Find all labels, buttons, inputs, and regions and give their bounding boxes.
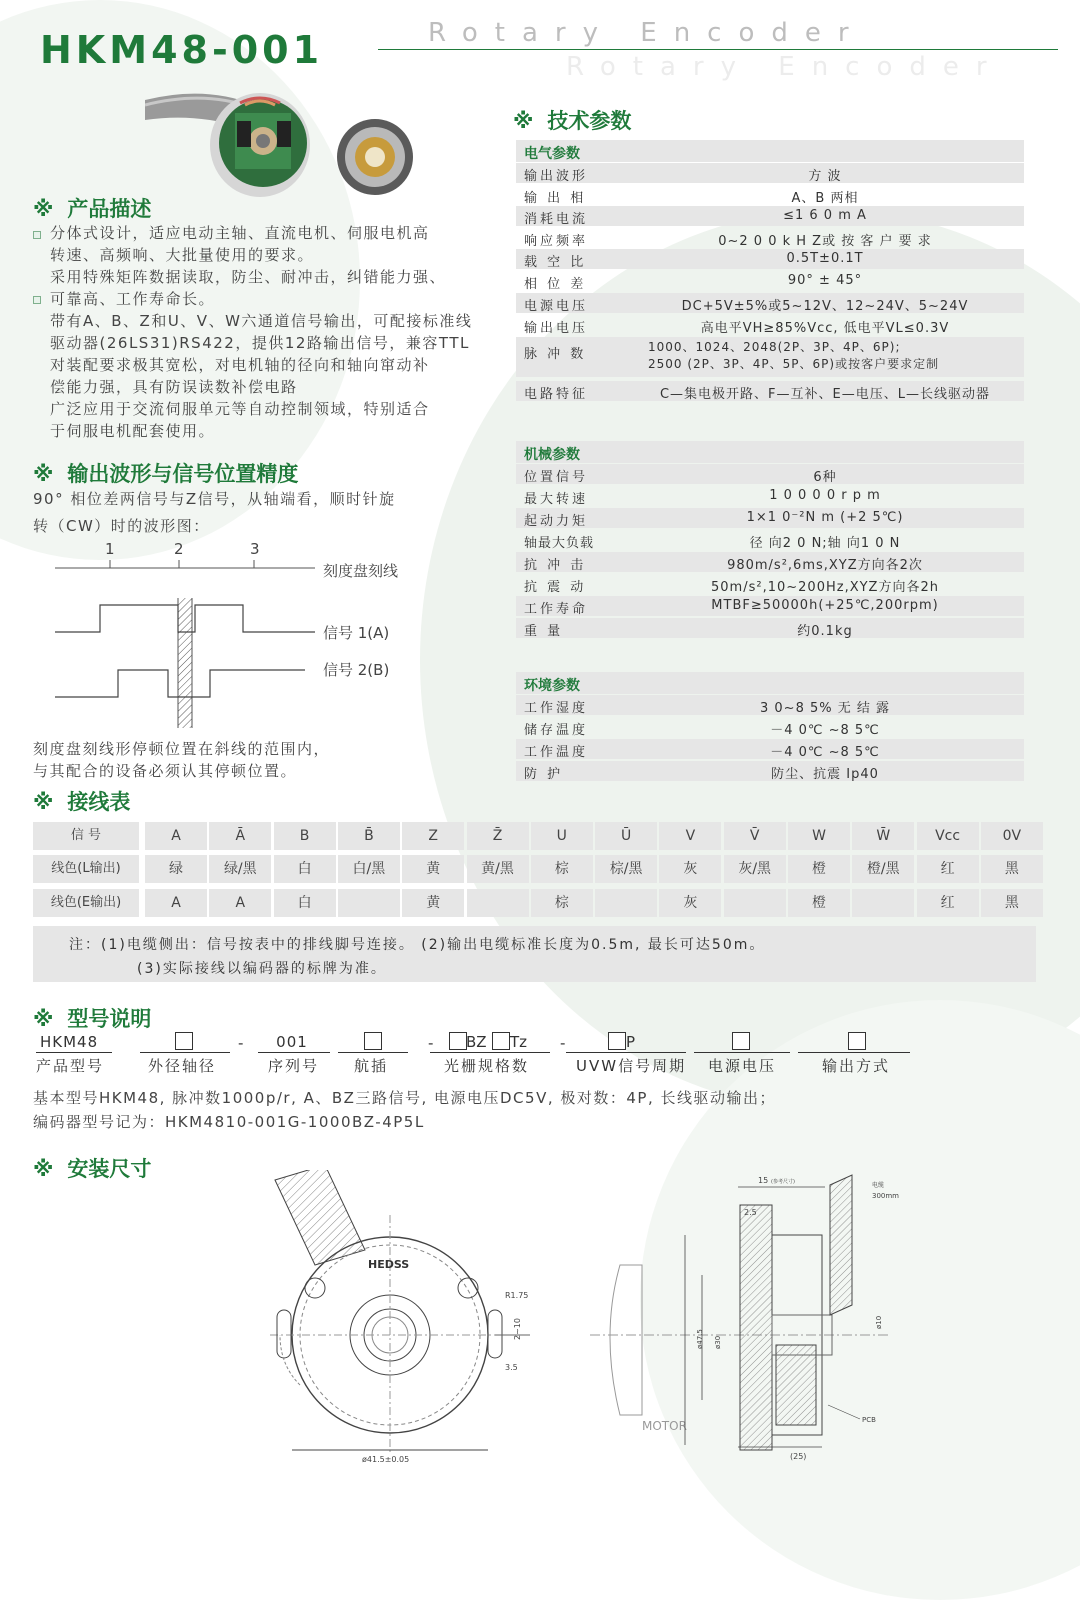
wiring-cell: 红 xyxy=(917,855,979,883)
model-underline xyxy=(430,1052,550,1053)
wiring-cell: 绿 xyxy=(145,855,207,883)
model-label: UVW信号周期 xyxy=(576,1057,687,1075)
dim-47-5: ø47.5 xyxy=(696,1329,704,1349)
wiring-cell: A xyxy=(209,889,271,917)
model-label: 外径轴径 xyxy=(148,1057,217,1075)
wiring-cell: 橙 xyxy=(788,855,850,883)
wiring-cell: U xyxy=(531,822,593,850)
header-subtitle: Rotary Encoder xyxy=(428,18,866,48)
reference-mark-icon: ※ xyxy=(33,462,54,486)
wiring-cell: 橙/黑 xyxy=(852,855,914,883)
model-label: 产品型号 xyxy=(36,1057,105,1075)
wiring-note-line-2: (3)实际接线以编码器的标牌为准。 xyxy=(137,961,387,977)
pulse-count-line-2: 2500 (2P、3P、4P、5P、6P)或按客户要求定制 xyxy=(648,357,940,371)
param-row: 电源电压 DC+5V±5%或5~12V、12~24V、5~24V xyxy=(516,293,1024,313)
wiring-cell: W̄ xyxy=(852,822,914,850)
environment-header: 环境参数 xyxy=(516,672,1024,694)
header-rule xyxy=(378,49,1058,50)
model-box-grating xyxy=(449,1032,467,1050)
wiring-row-label: 线色(E输出) xyxy=(33,889,139,917)
wiring-cell xyxy=(595,889,657,917)
waveform-intro: 90° 相位差两信号与Z信号，从轴端看，顺时针旋 转（CW）时的波形图： xyxy=(33,490,396,535)
waveform-diagram xyxy=(50,535,430,735)
wiring-cell xyxy=(852,889,914,917)
label-signal-b: 信号 2(B) xyxy=(323,661,390,679)
wiring-cell: B̄ xyxy=(338,822,400,850)
tech-heading: ※ 技术参数 xyxy=(513,109,632,133)
wiring-cell: 黄/黑 xyxy=(467,855,529,883)
param-row: 工作寿命 MTBF≥50000h(+25℃,200rpm) xyxy=(516,596,1024,616)
product-title: HKM48-001 xyxy=(40,28,324,72)
wiring-cell: 黑 xyxy=(981,855,1043,883)
wiring-cell: W xyxy=(788,822,850,850)
model-dash: - xyxy=(238,1034,246,1052)
dim-30: ø30 xyxy=(714,1335,722,1349)
dim-cable: 电缆 xyxy=(872,1182,885,1189)
wiring-cell: 红 xyxy=(917,889,979,917)
wiring-cell: Z̄ xyxy=(467,822,529,850)
wiring-cell: 灰 xyxy=(659,855,721,883)
param-row: 储存温度 －4 0℃ ~8 5℃ xyxy=(524,723,880,738)
param-row: 起动力矩 1×1 0⁻²N m (+2 5℃) xyxy=(516,508,1024,528)
wiring-cell: 白 xyxy=(274,855,336,883)
tick-label-3: 3 xyxy=(250,540,260,558)
wiring-cell: 绿/黑 xyxy=(209,855,271,883)
param-row: 位置信号 6种 xyxy=(516,464,1024,484)
wiring-cell: Z xyxy=(402,822,464,850)
front-view-drawing xyxy=(250,1170,540,1470)
wiring-cell: 黄 xyxy=(402,889,464,917)
wiring-cell xyxy=(724,889,786,917)
model-box-diameter xyxy=(175,1032,193,1050)
wiring-cell xyxy=(467,889,529,917)
side-view-drawing xyxy=(590,1165,910,1470)
pcb-label: PCB xyxy=(862,1416,876,1424)
wiring-cell: 灰/黑 xyxy=(724,855,786,883)
dim-25: (25) xyxy=(790,1452,807,1461)
param-row: 消耗电流 ≤1 6 0 m A xyxy=(516,206,1024,226)
reference-mark-icon: ※ xyxy=(33,197,54,221)
model-series: 001 xyxy=(276,1033,308,1051)
label-signal-a: 信号 1(A) xyxy=(323,624,390,642)
param-row: 输出电压 高电平VH≥85%Vcc, 低电平VL≤0.3V xyxy=(524,321,950,336)
waveform-heading: ※ 输出波形与信号位置精度 xyxy=(33,462,299,486)
wiring-cell: V xyxy=(659,822,721,850)
product-description: 分体式设计，适应电动主轴、直流电机、伺服电机高 转速、高频响、大批量使用的要求。 采用特殊矩阵数据读取，防尘、耐冲击，纠错能力强、 可靠高、工作寿命长。 带有A、B、Z和U、V、W六通道信号输出，可配接标准线 驱动器(26LS31)RS422，提供12路输出信号，兼容TTL 对装配要求极其宽松，对电机轴的径向和轴向窜动补 偿能力强，具有防误读数补偿电路 广泛应用于交流伺服单元等自动控制领域，特别适合 于伺服电机配套使用。 xyxy=(50,224,473,440)
wiring-cell: B xyxy=(274,822,336,850)
dim-2-5: 2.5 xyxy=(744,1208,757,1217)
wiring-cell: 棕 xyxy=(531,855,593,883)
param-row: 输 出 相 A、B 两相 xyxy=(524,191,859,206)
wiring-cell: Ā xyxy=(209,822,271,850)
model-description: 基本型号HKM48, 脉冲数1000p/r, A、BZ三路信号, 电源电压DC5V, 极对数：4P, 长线驱动输出； 编码器型号记为：HKM4810-001G-1000BZ-4P5L xyxy=(33,1089,776,1131)
param-row: 载 空 比 0.5T±0.1T xyxy=(516,249,1024,269)
model-box-tz xyxy=(492,1032,510,1050)
wiring-cell: V̄ xyxy=(724,822,786,850)
model-underline xyxy=(140,1052,230,1053)
model-underline xyxy=(258,1052,330,1053)
label-scale: 刻度盘刻线 xyxy=(323,562,399,580)
dim-diameter: ø41.5±0.05 xyxy=(362,1455,410,1464)
model-label: 电源电压 xyxy=(708,1057,777,1075)
model-box-output xyxy=(848,1032,866,1050)
reference-mark-icon: ※ xyxy=(513,109,534,133)
pulse-count-line-1: 1000、1024、2048(2P、3P、4P、6P); xyxy=(648,340,901,354)
reference-mark-icon: ※ xyxy=(33,790,54,814)
model-label: 输出方式 xyxy=(822,1057,891,1075)
model-suffix-bz: BZ xyxy=(466,1033,487,1051)
model-label: 光栅规格数 xyxy=(444,1057,530,1075)
wiring-cell: 棕 xyxy=(531,889,593,917)
product-heading: ※ 产品描述 xyxy=(33,197,152,221)
param-row: 响应频率 0~2 0 0 k H Z或 按 客 户 要 求 xyxy=(524,234,932,249)
tick-label-2: 2 xyxy=(174,540,184,558)
param-row: 工作温度 －4 0℃ ~8 5℃ xyxy=(516,739,1024,759)
reference-mark-icon: ※ xyxy=(33,1157,54,1181)
dim-slot: 2~10 xyxy=(513,1318,522,1340)
param-row: 抗 震 动 50m/s²,10~200Hz,XYZ方向各2h xyxy=(524,580,939,595)
wiring-cell: 橙 xyxy=(788,889,850,917)
param-row: 抗 冲 击 980m/s²,6ms,XYZ方向各2次 xyxy=(516,552,1024,572)
brand-label: HEDSS xyxy=(368,1258,410,1271)
dim-300: 300mm xyxy=(872,1192,899,1200)
model-heading: ※ 型号说明 xyxy=(33,1007,152,1031)
param-row: 轴最大负载 径 向2 0 N;轴 向1 0 N xyxy=(524,536,901,551)
model-underline xyxy=(694,1052,790,1053)
wiring-cell: Ū xyxy=(595,822,657,850)
wiring-cell: 0V xyxy=(981,822,1043,850)
bullet-square-icon xyxy=(33,296,41,304)
model-dash: - xyxy=(560,1034,568,1052)
param-row: 防 护 防尘、抗震 Ip40 xyxy=(516,761,1024,781)
wiring-cell: A xyxy=(145,822,207,850)
wiring-cell: 黄 xyxy=(402,855,464,883)
model-underline xyxy=(798,1052,910,1053)
param-row: 输出波形 方 波 xyxy=(516,163,1024,183)
reference-mark-icon: ※ xyxy=(33,1007,54,1031)
wiring-cell: 棕/黑 xyxy=(595,855,657,883)
dim-radius: R1.75 xyxy=(505,1291,529,1300)
wiring-row-label: 信 号 xyxy=(33,822,139,850)
tick-label-1: 1 xyxy=(105,540,115,558)
product-photo xyxy=(145,75,435,205)
model-box-uvw xyxy=(608,1032,626,1050)
param-row: 最大转速 1 0 0 0 0 r p m xyxy=(524,488,881,507)
model-suffix-tz: Tz xyxy=(510,1033,528,1051)
dim-15-note: (参考尺寸) xyxy=(771,1179,795,1185)
wiring-cell: A xyxy=(145,889,207,917)
mechanical-header: 机械参数 xyxy=(516,441,1024,463)
header-subtitle-shadow: Rotary Encoder xyxy=(566,52,1004,82)
wiring-note-line-1: 注：(1)电缆侧出：信号按表中的排线脚号连接。 (2)输出电缆标准长度为0.5m, 最长可达50m。 xyxy=(69,937,766,953)
model-label: 航插 xyxy=(354,1057,389,1075)
wiring-heading: ※ 接线表 xyxy=(33,790,131,814)
wiring-row-label: 线色(L输出) xyxy=(33,855,139,883)
dim-3-5: 3.5 xyxy=(505,1363,518,1372)
model-base: HKM48 xyxy=(40,1033,99,1051)
electrical-header: 电气参数 xyxy=(516,140,1024,162)
model-underline xyxy=(338,1052,408,1053)
motor-label: MOTOR xyxy=(642,1419,687,1433)
model-box-connector xyxy=(364,1032,382,1050)
wiring-cell: 灰 xyxy=(659,889,721,917)
wiring-cell: Vcc xyxy=(917,822,979,850)
install-heading: ※ 安装尺寸 xyxy=(33,1157,152,1181)
model-dash: - xyxy=(428,1034,436,1052)
param-row: 脉 冲 数 1000、1024、2048(2P、3P、4P、6P); 2500 (2P、3P、4P、5P、6P)或按客户要求定制 xyxy=(516,337,1024,377)
wiring-cell: 黑 xyxy=(981,889,1043,917)
wiring-cell: 白/黑 xyxy=(338,855,400,883)
model-underline xyxy=(566,1052,686,1053)
dim-shaft: ø10 xyxy=(875,1315,883,1329)
wiring-cell xyxy=(338,889,400,917)
wiring-cell: 白 xyxy=(274,889,336,917)
param-row: 相 位 差 90° ± 45° xyxy=(524,273,863,292)
model-label: 序列号 xyxy=(268,1057,320,1075)
wiring-note xyxy=(33,926,1036,982)
dim-15: 15 xyxy=(758,1176,769,1185)
waveform-footer: 刻度盘刻线形停顿位置在斜线的范围内， 与其配合的设备必须认其停顿位置。 xyxy=(33,740,331,780)
model-box-voltage xyxy=(732,1032,750,1050)
model-suffix-p: P xyxy=(626,1033,636,1051)
param-row: 工作湿度 3 0~8 5% 无 结 露 xyxy=(516,695,1024,715)
param-row: 重 量 约0.1kg xyxy=(516,618,1024,638)
bullet-square-icon xyxy=(33,231,41,239)
model-underline xyxy=(36,1052,112,1053)
param-row: 电路特征 C—集电极开路、F—互补、E—电压、L—长线驱动器 xyxy=(516,381,1024,401)
